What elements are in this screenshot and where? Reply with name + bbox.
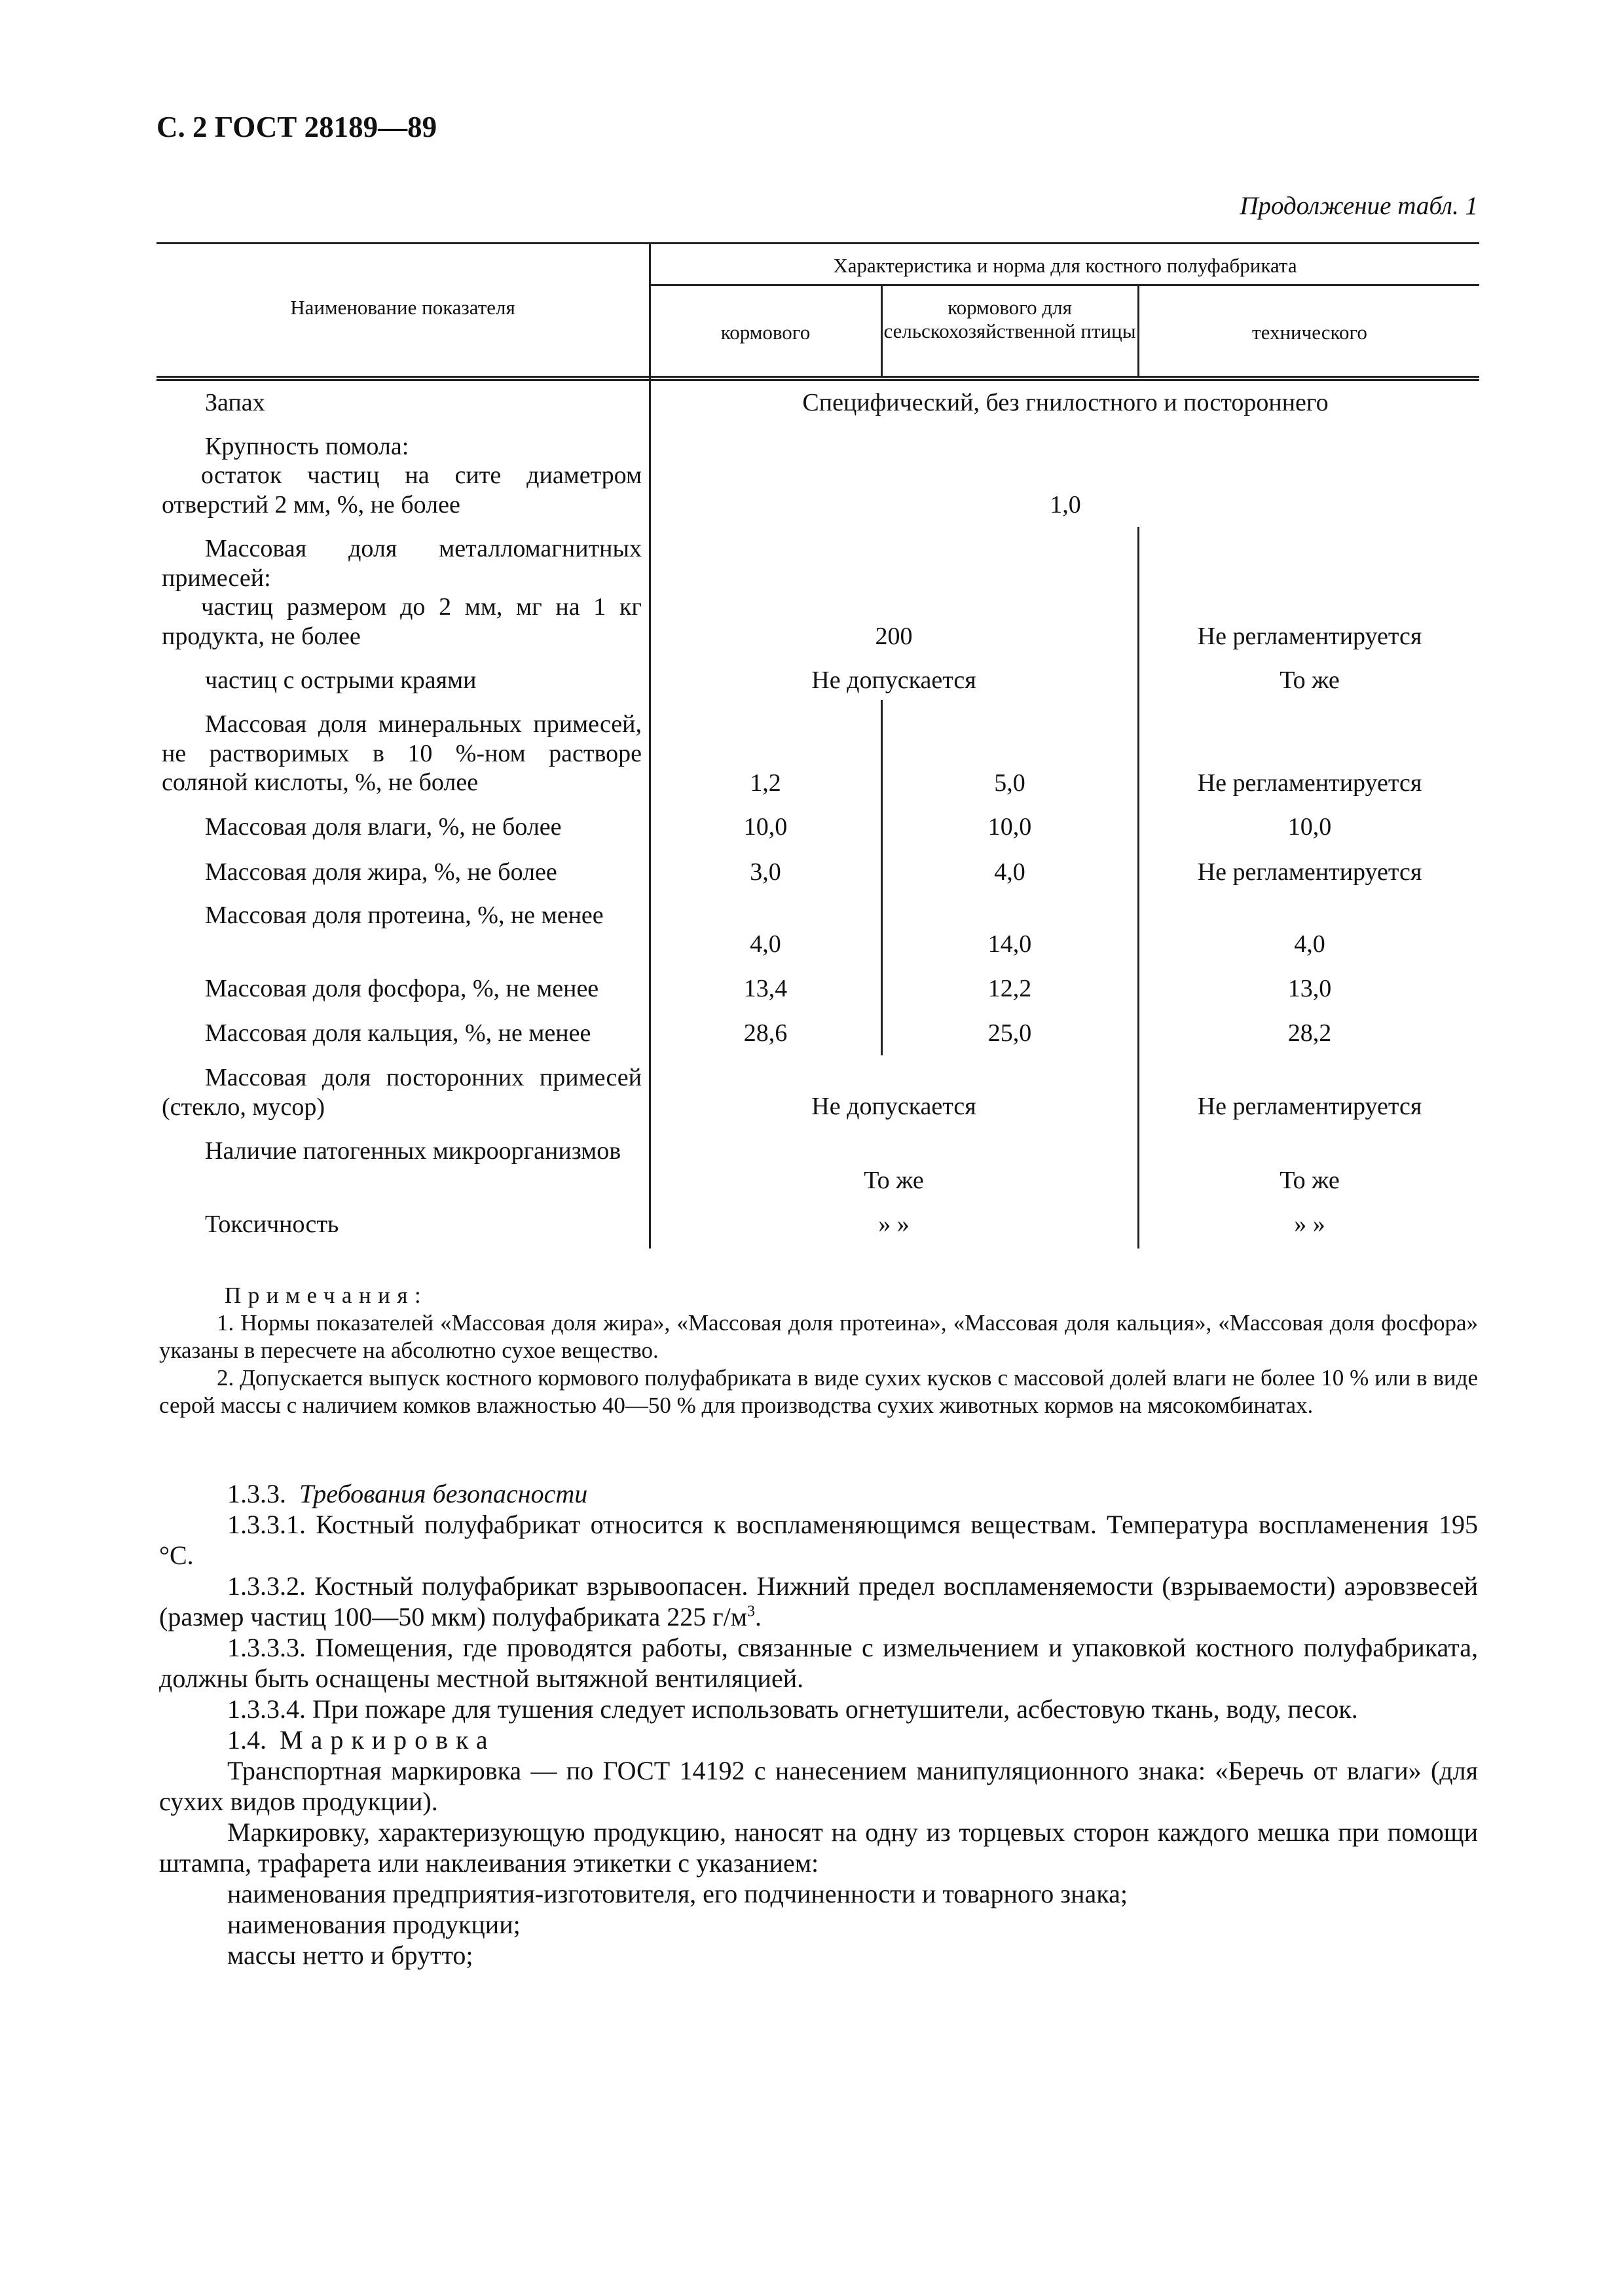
table-cell: » » (1294, 1211, 1325, 1238)
column-header-name: Наименование показателя (290, 296, 515, 319)
column-header-poultry: кормового для сельскохозяйственной птицы (883, 296, 1136, 342)
table-cell: 28,6 (743, 1019, 788, 1047)
notes-title-text: Примечания: (225, 1283, 428, 1308)
row-label: Токсичность (205, 1211, 339, 1238)
paragraph-1-3-3-3: 1.3.3.3. Помещения, где проводятся работы, связанные с измельчением и упаковкой костного полуфабриката, должны быть оснащены местной вытяжной вентиляцией. (159, 1633, 1478, 1693)
row-label: Массовая доля влаги, %, не более (205, 813, 562, 841)
table-cell: То же (1280, 666, 1340, 694)
body-text (159, 1478, 1478, 1971)
paragraph-1-3-3-4: 1.3.3.4. При пожаре для тушения следует использовать огнетушители, асбестовую ткань, воду, песок. (227, 1694, 1358, 1724)
paragraph-1-3-3-2 (159, 1571, 1478, 1632)
row-label: Массовая доля жира, %, не более (205, 858, 557, 886)
table-continuation-label: Продолжение табл. 1 (1240, 192, 1478, 220)
notes-title (159, 1282, 1478, 1309)
row-label: Массовая доля кальция, %, не менее (205, 1019, 591, 1047)
table-cell: 1,2 (750, 769, 781, 797)
row-label: Крупность помола: (205, 433, 409, 460)
table-cell: 28,2 (1287, 1019, 1332, 1047)
table-cell: 4,0 (750, 930, 781, 958)
table-cell: 10,0 (987, 813, 1032, 841)
table-header-rule-2 (157, 379, 1479, 381)
table-cell: 25,0 (987, 1019, 1032, 1047)
table-cell: Не регламентируется (1197, 623, 1422, 650)
paragraph-product-marking: Маркировку, характеризующую продукцию, наносят на одну из торцевых сторон каждого мешка при помощи штампа, трафарета или наклеивания этикетки с указанием: (159, 1817, 1478, 1878)
table-cell: Не регламентируется (1197, 858, 1422, 886)
table-cell: То же (864, 1167, 924, 1194)
table-cell: 14,0 (987, 930, 1032, 958)
column-header-technical: технического (1252, 321, 1367, 344)
row-label: Запах (205, 389, 265, 416)
paragraph-transport-marking: Транспортная маркировка — по ГОСТ 14192 с нанесением манипуляционного знака: «Беречь от влаги» (для сухих видов продукции). (159, 1756, 1478, 1816)
row-label: Массовая доля протеина, %, не менее (205, 902, 604, 929)
table-header-rule-1 (157, 376, 1479, 378)
table-cell: 5,0 (994, 769, 1025, 797)
table-cell: 12,2 (987, 975, 1032, 1002)
table-cell: 13,0 (1287, 975, 1332, 1002)
table-cell: 3,0 (750, 858, 781, 886)
table-notes (159, 1282, 1478, 1419)
list-item: массы нетто и брутто; (227, 1941, 473, 1970)
table-top-rule (157, 242, 1479, 244)
table-cell: » » (878, 1211, 910, 1238)
table-group-rule (651, 284, 1479, 286)
table-cell: Не допускается (811, 666, 976, 694)
table-cell: 10,0 (1287, 813, 1332, 841)
superscript: 3 (747, 1603, 756, 1620)
table-cell: Не регламентируется (1197, 1093, 1422, 1120)
page-header: С. 2 ГОСТ 28189—89 (157, 111, 437, 143)
section-title: Маркировка (280, 1725, 496, 1755)
table-cell: Не допускается (811, 1093, 976, 1120)
row-label: Массовая доля металломагнитных примесей: (162, 535, 642, 592)
table-cell: 4,0 (1294, 930, 1325, 958)
list-item: наименования продукции; (227, 1910, 521, 1939)
column-header-feed: кормового (720, 321, 811, 344)
column-group-header: Характеристика и норма для костного полуфабриката (833, 254, 1297, 277)
row-label: частиц размером до 2 мм, мг на 1 кг продукта, не более (162, 593, 642, 650)
table-cell: Специфический, без гнилостного и постороннего (802, 389, 1329, 416)
note-item: 2. Допускается выпуск костного кормового полуфабриката в виде сухих кусков с массовой долей влаги не более 10 % или в виде серой массы с наличием комков влажностью 40—50 % для производства сухих животных кормов на мясокомбинатах. (159, 1365, 1478, 1418)
row-label: Массовая доля минеральных примесей, не растворимых в 10 %-ном растворе соляной кислоты, %, не более (162, 710, 642, 796)
row-label: Массовая доля фосфора, %, не менее (205, 975, 599, 1002)
list-item: наименования предприятия-изготовителя, его подчиненности и товарного знака; (227, 1879, 1128, 1908)
note-item: 1. Нормы показателей «Массовая доля жира», «Массовая доля протеина», «Массовая доля кальция», «Массовая доля фосфора» указаны в пересчете на абсолютно сухое вещество. (159, 1310, 1478, 1363)
row-label: Наличие патогенных микроорганизмов (205, 1137, 621, 1165)
section-title: Требования безопасности (299, 1479, 588, 1508)
paragraph-text: 1.3.3.2. Костный полуфабрикат взрывоопасен. Нижний предел воспламеняемости (взрываемости) аэровзвесей (размер частиц 100—50 мкм) полуфабриката 225 г/м (159, 1571, 1478, 1631)
row-label: Массовая доля посторонних примесей (стекло, мусор) (162, 1064, 642, 1121)
section-number: 1.4. (227, 1725, 267, 1755)
table-cell: Не регламентируется (1197, 769, 1422, 797)
row-label: остаток частиц на сите диаметром отверстий 2 мм, %, не более (162, 462, 642, 519)
row-label: частиц с острыми краями (205, 666, 477, 694)
section-number: 1.3.3. (227, 1479, 286, 1508)
paragraph-1-3-3-1: 1.3.3.1. Костный полуфабрикат относится к воспламеняющимся веществам. Температура воспламенения 195 °С. (159, 1510, 1478, 1570)
table-cell: 13,4 (743, 975, 788, 1002)
section-1-3-3-heading (159, 1478, 1478, 1509)
table-cell: То же (1280, 1167, 1340, 1194)
section-1-4-heading (159, 1724, 1478, 1755)
table-cell: 4,0 (994, 858, 1025, 886)
table-cell: 200 (875, 623, 913, 650)
table-cell: 1,0 (1050, 491, 1081, 519)
paragraph-end: . (755, 1602, 762, 1631)
table-cell: 10,0 (743, 813, 788, 841)
